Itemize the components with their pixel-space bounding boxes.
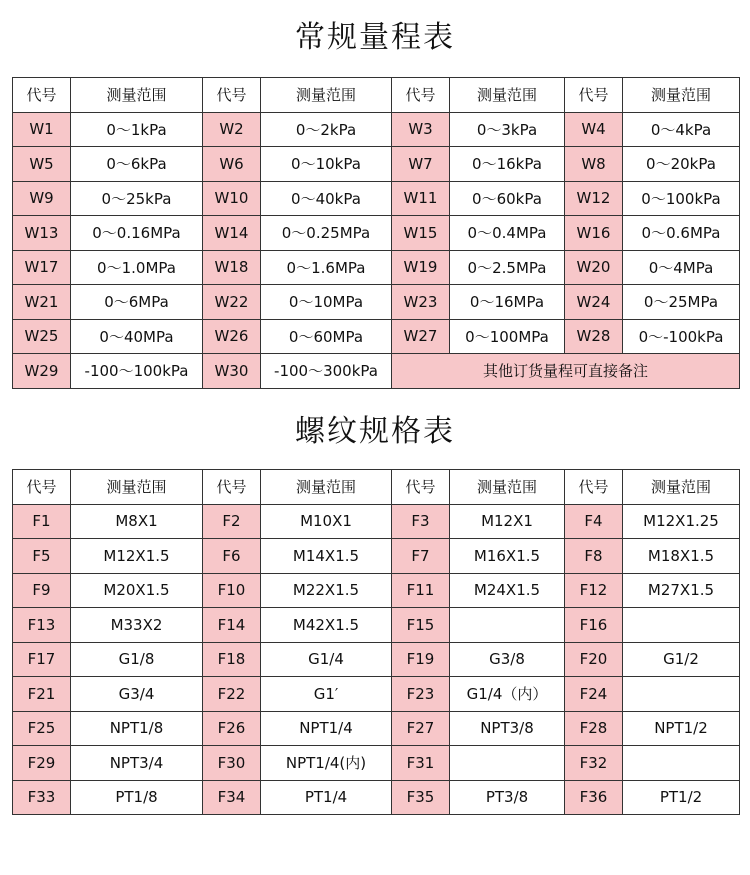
- column-header: 代号: [565, 470, 623, 505]
- table-row: [13, 746, 740, 781]
- value-cell: NPT3/4: [71, 746, 203, 781]
- code-cell: W11: [392, 181, 450, 216]
- code-cell: W7: [392, 147, 450, 182]
- table-row: [13, 539, 740, 574]
- column-header: 测量范围: [450, 78, 565, 113]
- code-cell: F10: [203, 573, 261, 608]
- code-cell: F21: [13, 677, 71, 712]
- order-note: 其他订货量程可直接备注: [392, 354, 740, 389]
- column-header: 代号: [203, 78, 261, 113]
- column-header: 代号: [13, 78, 71, 113]
- table-row: [13, 504, 740, 539]
- code-cell: W17: [13, 250, 71, 285]
- code-cell: W25: [13, 319, 71, 354]
- column-header: 代号: [13, 470, 71, 505]
- code-cell: F4: [565, 504, 623, 539]
- value-cell: PT3/8: [450, 780, 565, 815]
- value-cell: [450, 608, 565, 643]
- column-header: 代号: [392, 78, 450, 113]
- table-row: [13, 216, 740, 251]
- value-cell: 0～25MPa: [623, 285, 740, 320]
- value-cell: M10X1: [261, 504, 392, 539]
- code-cell: W24: [565, 285, 623, 320]
- value-cell: 0～40MPa: [71, 319, 203, 354]
- value-cell: M20X1.5: [71, 573, 203, 608]
- code-cell: W27: [392, 319, 450, 354]
- code-cell: F29: [13, 746, 71, 781]
- code-cell: F15: [392, 608, 450, 643]
- table-row: [13, 285, 740, 320]
- thread-table-title: 螺纹规格表: [295, 414, 455, 449]
- value-cell: M22X1.5: [261, 573, 392, 608]
- column-header: 测量范围: [450, 470, 565, 505]
- value-cell: NPT1/8: [71, 711, 203, 746]
- value-cell: 0～1.0MPa: [71, 250, 203, 285]
- value-cell: M42X1.5: [261, 608, 392, 643]
- code-cell: W10: [203, 181, 261, 216]
- value-cell: 0～0.4MPa: [450, 216, 565, 251]
- code-cell: W3: [392, 112, 450, 147]
- table-row: [13, 608, 740, 643]
- code-cell: F22: [203, 677, 261, 712]
- code-cell: W29: [13, 354, 71, 389]
- value-cell: G1′: [261, 677, 392, 712]
- value-cell: M8X1: [71, 504, 203, 539]
- code-cell: F18: [203, 642, 261, 677]
- header-row: [13, 78, 740, 113]
- code-cell: W16: [565, 216, 623, 251]
- code-cell: F11: [392, 573, 450, 608]
- code-cell: F1: [13, 504, 71, 539]
- column-header: 测量范围: [71, 78, 203, 113]
- value-cell: NPT1/4: [261, 711, 392, 746]
- code-cell: F7: [392, 539, 450, 574]
- value-cell: G3/8: [450, 642, 565, 677]
- value-cell: G3/4: [71, 677, 203, 712]
- code-cell: F25: [13, 711, 71, 746]
- table-row: [13, 319, 740, 354]
- code-cell: W2: [203, 112, 261, 147]
- value-cell: G1/4（内）: [450, 677, 565, 712]
- value-cell: M27X1.5: [623, 573, 740, 608]
- code-cell: W26: [203, 319, 261, 354]
- value-cell: NPT1/2: [623, 711, 740, 746]
- code-cell: W9: [13, 181, 71, 216]
- column-header: 测量范围: [71, 470, 203, 505]
- value-cell: M33X2: [71, 608, 203, 643]
- value-cell: NPT1/4(内): [261, 746, 392, 781]
- code-cell: F32: [565, 746, 623, 781]
- column-header: 测量范围: [261, 470, 392, 505]
- code-cell: F19: [392, 642, 450, 677]
- value-cell: PT1/4: [261, 780, 392, 815]
- code-cell: W8: [565, 147, 623, 182]
- value-cell: 0～10MPa: [261, 285, 392, 320]
- value-cell: M14X1.5: [261, 539, 392, 574]
- value-cell: M18X1.5: [623, 539, 740, 574]
- value-cell: 0～10kPa: [261, 147, 392, 182]
- code-cell: W30: [203, 354, 261, 389]
- code-cell: W6: [203, 147, 261, 182]
- code-cell: F24: [565, 677, 623, 712]
- value-cell: [623, 677, 740, 712]
- column-header: 代号: [203, 470, 261, 505]
- code-cell: F26: [203, 711, 261, 746]
- code-cell: F13: [13, 608, 71, 643]
- value-cell: G1/4: [261, 642, 392, 677]
- value-cell: 0～1.6MPa: [261, 250, 392, 285]
- code-cell: W14: [203, 216, 261, 251]
- value-cell: 0～4kPa: [623, 112, 740, 147]
- value-cell: 0～2kPa: [261, 112, 392, 147]
- value-cell: 0～3kPa: [450, 112, 565, 147]
- value-cell: 0～40kPa: [261, 181, 392, 216]
- code-cell: W15: [392, 216, 450, 251]
- value-cell: [450, 746, 565, 781]
- code-cell: W23: [392, 285, 450, 320]
- code-cell: W19: [392, 250, 450, 285]
- value-cell: 0～60kPa: [450, 181, 565, 216]
- value-cell: 0～6MPa: [71, 285, 203, 320]
- value-cell: [623, 746, 740, 781]
- code-cell: F34: [203, 780, 261, 815]
- value-cell: 0～100MPa: [450, 319, 565, 354]
- value-cell: 0～1kPa: [71, 112, 203, 147]
- code-cell: F27: [392, 711, 450, 746]
- code-cell: W20: [565, 250, 623, 285]
- table-row: [13, 112, 740, 147]
- code-cell: W4: [565, 112, 623, 147]
- column-header: 代号: [565, 78, 623, 113]
- value-cell: 0～6kPa: [71, 147, 203, 182]
- code-cell: F23: [392, 677, 450, 712]
- table-row: [13, 250, 740, 285]
- column-header: 代号: [392, 470, 450, 505]
- code-cell: F8: [565, 539, 623, 574]
- code-cell: F9: [13, 573, 71, 608]
- code-cell: W21: [13, 285, 71, 320]
- code-cell: W28: [565, 319, 623, 354]
- value-cell: 0～0.6MPa: [623, 216, 740, 251]
- value-cell: 0～25kPa: [71, 181, 203, 216]
- code-cell: F12: [565, 573, 623, 608]
- value-cell: M24X1.5: [450, 573, 565, 608]
- value-cell: M12X1.25: [623, 504, 740, 539]
- code-cell: F30: [203, 746, 261, 781]
- value-cell: M16X1.5: [450, 539, 565, 574]
- column-header: 测量范围: [261, 78, 392, 113]
- range-table: [12, 77, 740, 389]
- code-cell: F16: [565, 608, 623, 643]
- thread-table: [12, 469, 740, 815]
- value-cell: 0～60MPa: [261, 319, 392, 354]
- code-cell: W13: [13, 216, 71, 251]
- value-cell: 0～0.16MPa: [71, 216, 203, 251]
- value-cell: -100～300kPa: [261, 354, 392, 389]
- value-cell: 0～-100kPa: [623, 319, 740, 354]
- code-cell: F5: [13, 539, 71, 574]
- value-cell: G1/8: [71, 642, 203, 677]
- table-row: [13, 354, 740, 389]
- table-row: [13, 573, 740, 608]
- value-cell: 0～16kPa: [450, 147, 565, 182]
- table-row: [13, 711, 740, 746]
- table-row: [13, 642, 740, 677]
- value-cell: 0～2.5MPa: [450, 250, 565, 285]
- value-cell: PT1/2: [623, 780, 740, 815]
- code-cell: F36: [565, 780, 623, 815]
- table-row: [13, 677, 740, 712]
- value-cell: 0～16MPa: [450, 285, 565, 320]
- value-cell: PT1/8: [71, 780, 203, 815]
- value-cell: 0～0.25MPa: [261, 216, 392, 251]
- code-cell: F2: [203, 504, 261, 539]
- table-row: [13, 780, 740, 815]
- code-cell: F17: [13, 642, 71, 677]
- value-cell: G1/2: [623, 642, 740, 677]
- code-cell: F14: [203, 608, 261, 643]
- code-cell: W22: [203, 285, 261, 320]
- code-cell: F33: [13, 780, 71, 815]
- value-cell: 0～20kPa: [623, 147, 740, 182]
- value-cell: M12X1: [450, 504, 565, 539]
- column-header: 测量范围: [623, 78, 740, 113]
- range-table-title: 常规量程表: [295, 20, 455, 55]
- value-cell: 0～100kPa: [623, 181, 740, 216]
- header-row: [13, 470, 740, 505]
- code-cell: W5: [13, 147, 71, 182]
- code-cell: F20: [565, 642, 623, 677]
- value-cell: -100～100kPa: [71, 354, 203, 389]
- value-cell: M12X1.5: [71, 539, 203, 574]
- value-cell: 0～4MPa: [623, 250, 740, 285]
- table-row: [13, 147, 740, 182]
- code-cell: W12: [565, 181, 623, 216]
- code-cell: F35: [392, 780, 450, 815]
- code-cell: F3: [392, 504, 450, 539]
- value-cell: NPT3/8: [450, 711, 565, 746]
- code-cell: W18: [203, 250, 261, 285]
- code-cell: F6: [203, 539, 261, 574]
- code-cell: W1: [13, 112, 71, 147]
- column-header: 测量范围: [623, 470, 740, 505]
- value-cell: [623, 608, 740, 643]
- code-cell: F28: [565, 711, 623, 746]
- table-row: [13, 181, 740, 216]
- code-cell: F31: [392, 746, 450, 781]
